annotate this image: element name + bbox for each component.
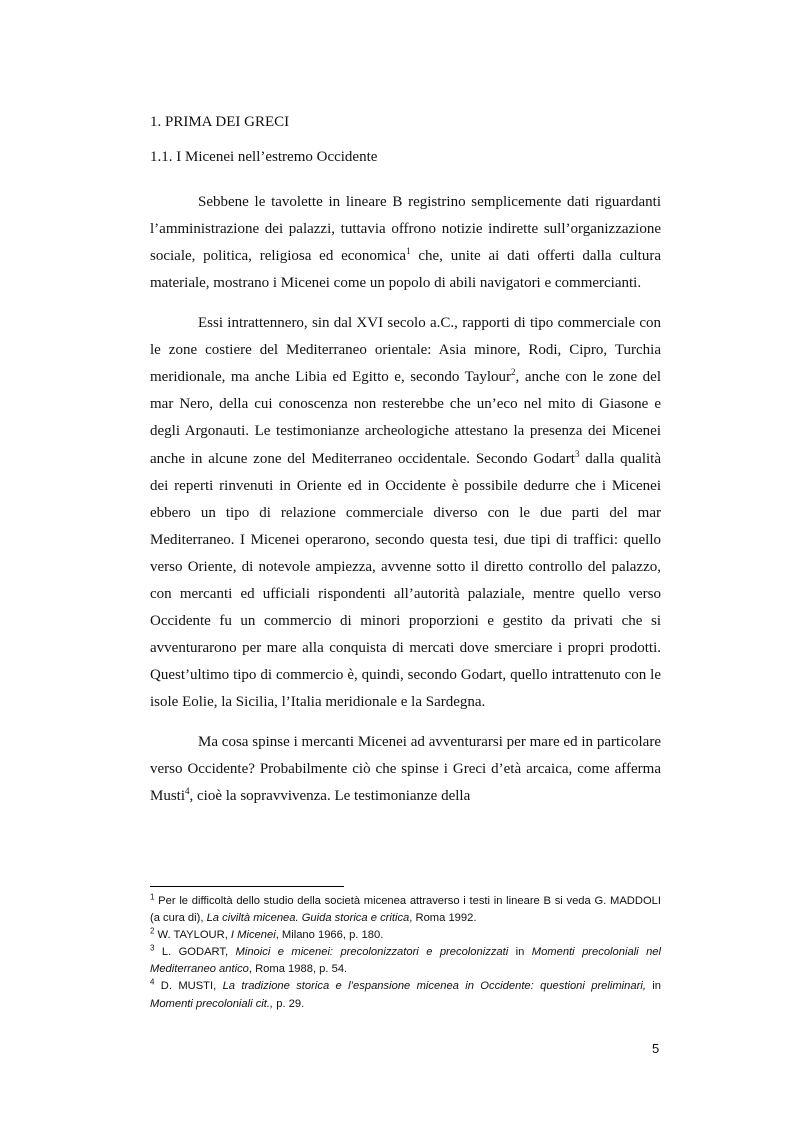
body-text bbox=[150, 189, 661, 823]
page-number: 5 bbox=[652, 1041, 660, 1056]
footnote-2 bbox=[150, 927, 661, 944]
footnote-1 bbox=[150, 893, 661, 927]
paragraph-text: dalla qualità dei reperti rinvenuti in Oriente ed in Occidente è possibile dedurre che i Micenei ebbero un tipo di relazione commerciale diverso con le due parti del mar Mediterraneo. I Micenei operarono, secondo questa tesi, due tipi di traffici: quello verso Oriente, di notevole ampiezza, avvenne sotto il diretto controllo del palazzo, con mercanti ed ufficiali rispondenti all’autorità palaziale, mentre quello verso Occidente fu un commercio di minori proporzioni e gestito da privati che si avventurarono per mare alla conquista di mercati dove smerciare i propri prodotti. Quest’ultimo tipo di commercio è, quindi, secondo Godart, quello intrattenuto con le isole Eolie, la Sicilia, l’Italia meridionale e la Sardegna. bbox=[150, 450, 661, 711]
footnote-title: Momenti precoloniali cit., bbox=[150, 997, 274, 1010]
paragraph-2 bbox=[150, 310, 661, 716]
footnote-title: I Micenei bbox=[230, 929, 276, 942]
footnote-ref-3: 3 bbox=[574, 448, 580, 459]
paragraph-text: , cioè la sopravvivenza. Le testimonianze della bbox=[189, 788, 471, 805]
footnote-separator bbox=[150, 886, 344, 887]
footnote-text: , Milano 1966, p. 180. bbox=[275, 929, 384, 942]
footnote-ref-1: 1 bbox=[406, 246, 411, 257]
footnote-text: p. 29. bbox=[273, 997, 305, 1010]
footnote-text: L. GODART, bbox=[154, 946, 236, 959]
footnote-text: in bbox=[645, 980, 661, 993]
footnote-text: , Roma 1992. bbox=[409, 912, 477, 925]
paragraph-text: Essi intrattennero, sin dal XVI secolo a.C., rapporti di tipo commerciale con le zone costiere del Mediterraneo orientale: Asia minore, Rodi, Cipro, Turchia meridionale, ma anche Libia ed Egitto e, secondo Taylour bbox=[150, 315, 661, 386]
paragraph-3 bbox=[150, 729, 661, 810]
footnote-text: D. MUSTI, bbox=[154, 980, 223, 993]
footnote-title: La civiltà micenea. Guida storica e critica bbox=[206, 912, 410, 925]
footnote-number: 1 bbox=[150, 892, 155, 902]
footnote-text: in bbox=[508, 946, 532, 959]
footnote-3 bbox=[150, 944, 661, 978]
footnote-ref-4: 4 bbox=[185, 786, 190, 797]
footnote-4 bbox=[150, 978, 661, 1012]
paragraph-1 bbox=[150, 189, 661, 297]
footnote-title: Momenti precoloniali nel Mediterraneo antico bbox=[150, 946, 661, 976]
footnote-number: 2 bbox=[150, 926, 155, 936]
footnote-text: W. TAYLOUR, bbox=[154, 929, 231, 942]
paragraph-text: , anche con le zone del mar Nero, della cui conoscenza non resterebbe che un’eco nel mito di Giasone e degli Argonauti. Le testimonianze archeologiche attestano la presenza dei Micenei anche in alcune zone del Mediterraneo occidentale. Secondo Godart bbox=[150, 369, 661, 467]
footnote-ref-2: 2 bbox=[511, 367, 516, 378]
chapter-heading: 1. PRIMA DEI GRECI bbox=[150, 114, 290, 130]
footnote-number: 4 bbox=[150, 977, 155, 987]
footnote-text: , Roma 1988, p. 54. bbox=[248, 963, 348, 976]
footnote-title: La tradizione storica e l’espansione micenea in Occidente: questioni preliminari, bbox=[222, 980, 646, 993]
footnote-number: 3 bbox=[150, 943, 155, 953]
footnotes bbox=[150, 893, 661, 1013]
section-heading: 1.1. I Micenei nell’estremo Occidente bbox=[150, 149, 378, 165]
paragraph-text: Ma cosa spinse i mercanti Micenei ad avventurarsi per mare ed in particolare verso Occidente? Probabilmente ciò che spinse i Greci d’età arcaica, come afferma Musti bbox=[150, 734, 661, 805]
footnote-title: Minoici e micenei: precolonizzatori e precolonizzati bbox=[235, 946, 509, 959]
footnote-text: Per le difficoltà dello studio della società micenea attraverso i testi in lineare B si veda G. MADDOLI (a cura di), bbox=[150, 895, 661, 925]
paragraph-text: che, unite ai dati offerti dalla cultura materiale, mostrano i Micenei come un popolo di abili navigatori e commercianti. bbox=[150, 248, 661, 292]
paragraph-text: Sebbene le tavolette in lineare B registrino semplicemente dati riguardanti l’amministrazione dei palazzi, tuttavia offrono notizie indirette sull’organizzazione sociale, politica, religiosa ed economica bbox=[150, 194, 661, 265]
